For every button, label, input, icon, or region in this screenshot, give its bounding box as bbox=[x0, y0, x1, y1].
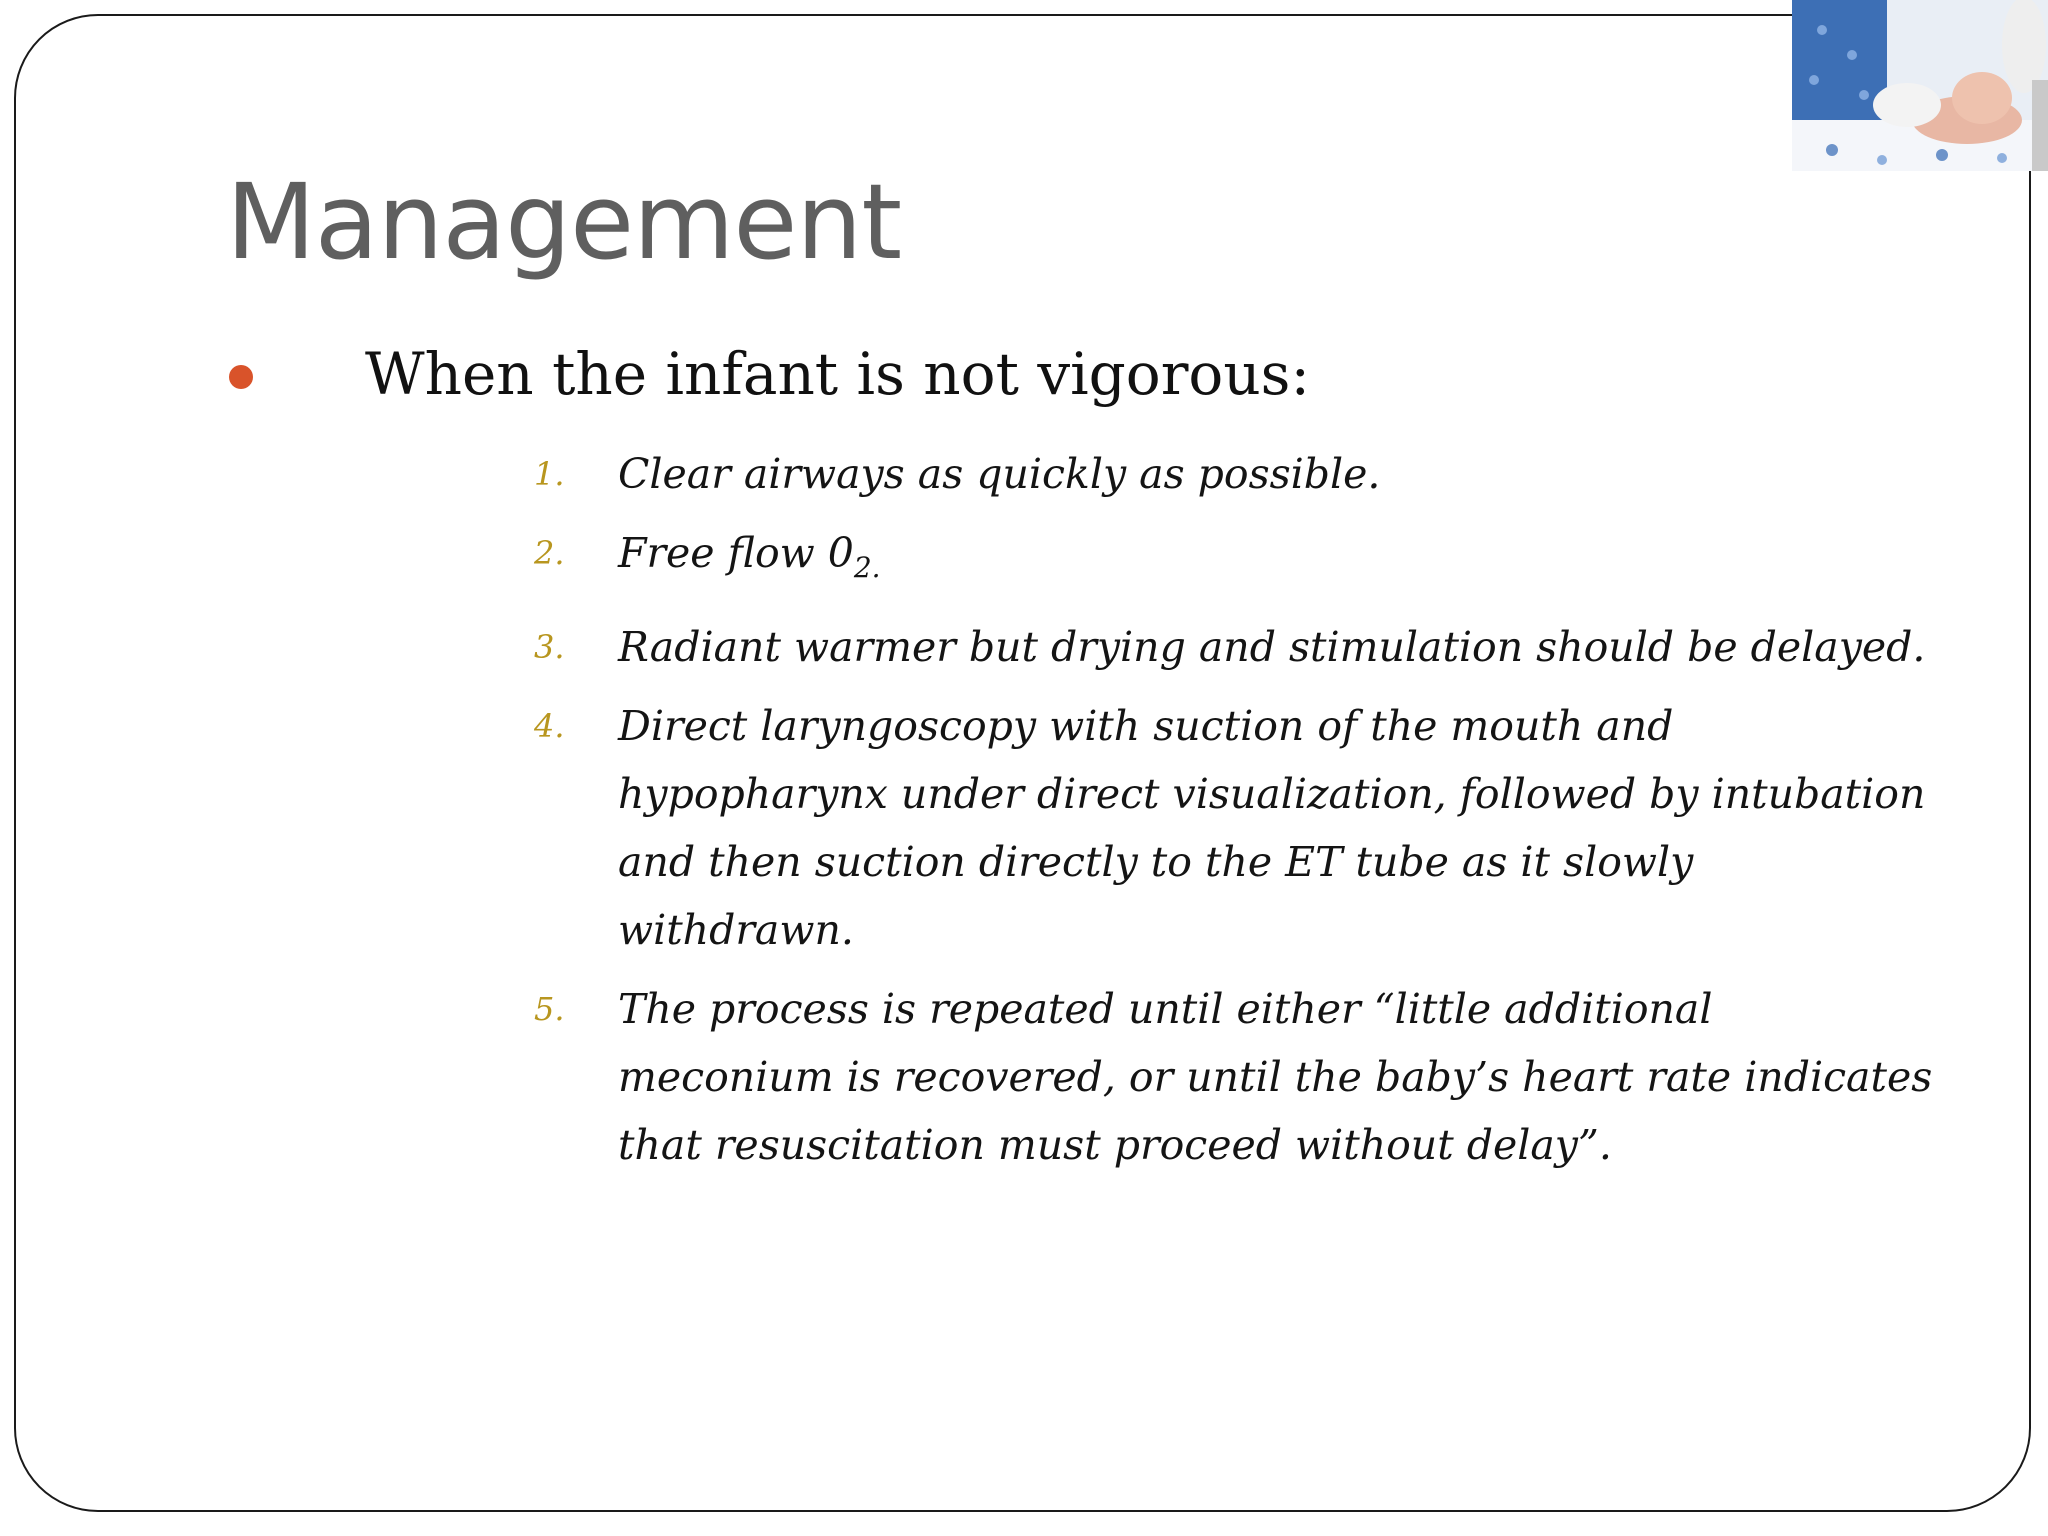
slide-title: Management bbox=[226, 161, 902, 283]
list-item-number: 5. bbox=[534, 990, 565, 1028]
list-item-subscript: 2. bbox=[853, 551, 881, 584]
list-item-number: 4. bbox=[534, 707, 565, 745]
bullet-text: When the infant is not vigorous: bbox=[365, 340, 1310, 408]
list-item bbox=[534, 519, 1934, 602]
list-item-text: Direct laryngoscopy with suction of the mouth and hypopharynx under direct visualization, followed by intubation and then suction directly to the ET tube as it slowly withdrawn. bbox=[618, 702, 1926, 954]
list-item bbox=[534, 613, 1934, 681]
list-item bbox=[534, 975, 1934, 1179]
list-item bbox=[534, 440, 1934, 508]
list-item-number: 3. bbox=[534, 628, 565, 666]
list-item-text: Radiant warmer but drying and stimulation should be delayed. bbox=[618, 623, 1926, 671]
list-item-text: Free flow 0 bbox=[618, 529, 854, 577]
list-item-number: 1. bbox=[534, 455, 565, 493]
bullet-dot-icon bbox=[229, 365, 253, 389]
list-item-number: 2. bbox=[534, 534, 565, 572]
management-steps-list bbox=[534, 440, 1934, 1190]
list-item-text: Clear airways as quickly as possible. bbox=[618, 450, 1381, 498]
photo-image bbox=[1792, 0, 2048, 171]
newborn-care-photo bbox=[1792, 0, 2048, 171]
list-item-text: The process is repeated until either “little additional meconium is recovered, or until the baby’s heart rate indicates that resuscitation must proceed without delay”. bbox=[618, 985, 1933, 1169]
list-item bbox=[534, 692, 1934, 964]
